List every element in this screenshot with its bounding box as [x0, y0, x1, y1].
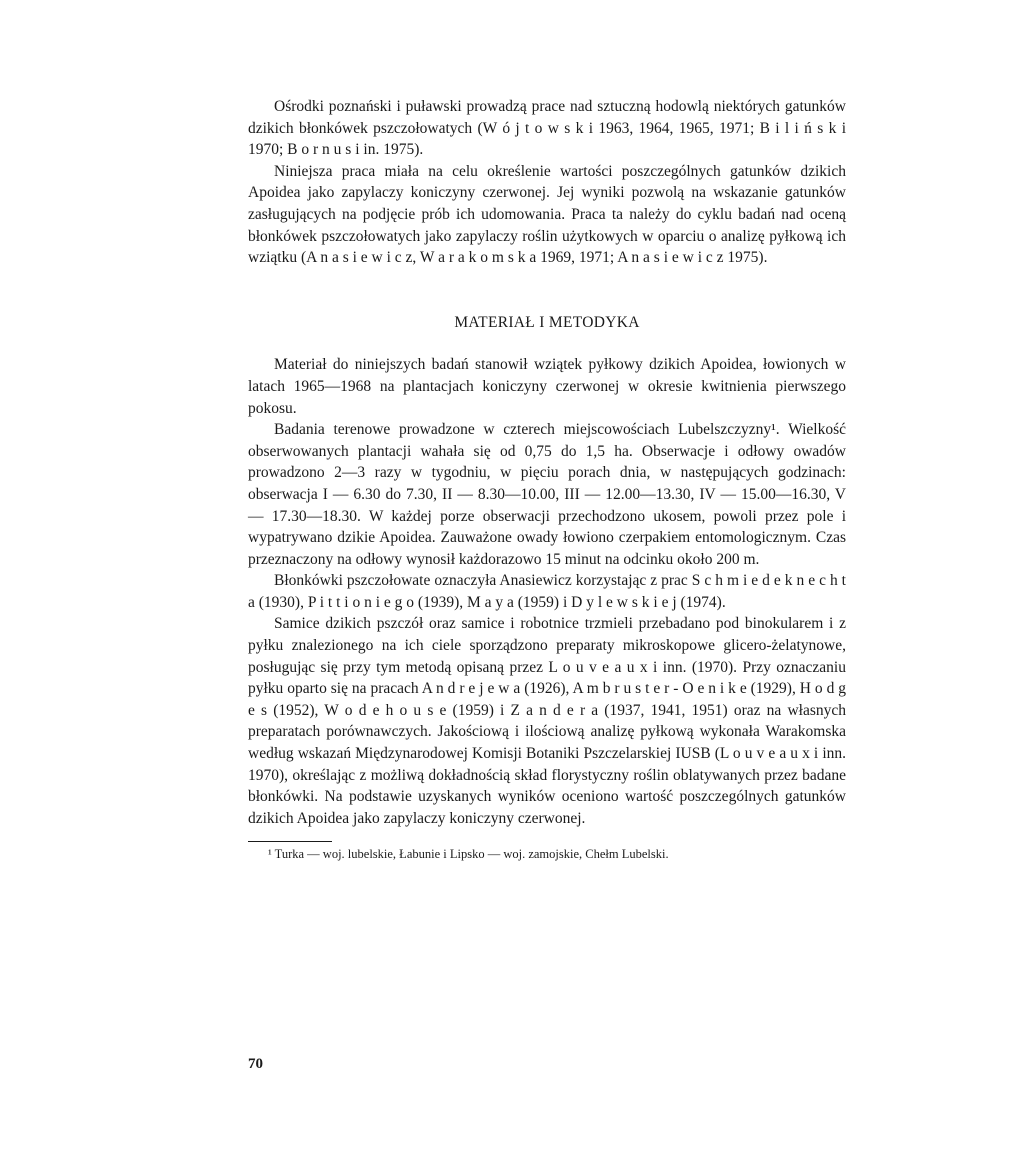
section-paragraph-4: Samice dzikich pszczół oraz samice i robotnice trzmieli przebadano pod binokularem i z pyłku znalezionego na ich ciele sporządzono preparaty mikroskopowe glicero-żelatynowe, posługując się przy tym metodą opisaną przez L o u v e a u x i inn. (1970). Przy oznaczaniu pyłku oparto się na pracach A n d r e j e w a (1926), A m b r u s t e r - O e n i k e (1929), H o d g e s (1952), W o d e h o u s e (1959) i Z a n d e r a (1937, 1941, 1951) oraz na własnych preparatach porównawczych. Jakościową i ilościową analizę pyłkową wykonała Warakomska według wskazań Międzynarodowej Komisji Botaniki Pszczelarskiej IUSB (L o u v e a u x i inn. 1970), określając z możliwą dokładnością skład florystyczny roślin oblatywanych przez badane błonkówki. Na podstawie uzyskanych wyników oceniono wartość poszczególnych gatunków dzikich Apoidea jako zapylaczy koniczyny czerwonej.: [248, 615, 846, 827]
section-heading: MATERIAŁ I METODYKA: [454, 313, 640, 331]
page-number: 70: [248, 1056, 263, 1072]
section-paragraph-3: Błonkówki pszczołowate oznaczyła Anasiewicz korzystając z prac S c h m i e d e k n e c h t a (1930), P i t t i o n i e g o (1939), M a y a (1959) i D y l e w s k i e j (1974).: [248, 572, 846, 611]
footnote: ¹ Turka — woj. lubelskie, Łabunie i Lipsko — woj. zamojskie, Chełm Lubelski.: [268, 847, 669, 862]
section-paragraph-1: Materiał do niniejszych badań stanowił wziątek pyłkowy dzikich Apoidea, łowionych w latach 1965—1968 na plantacjach koniczyny czerwonej w okresie kwitnienia pierwszego pokosu.: [248, 356, 846, 417]
text-block: [248, 96, 846, 863]
intro-paragraph-1: Ośrodki poznański i puławski prowadzą prace nad sztuczną hodowlą niektórych gatunków dzikich błonkówek pszczołowatych (W ó j t o w s k i 1963, 1964, 1965, 1971; B i l i ń s k i 1970; B o r n u s i in. 1975).: [248, 98, 846, 159]
section-paragraph-2: Badania terenowe prowadzone w czterech miejscowościach Lubelszczyzny¹. Wielkość obserwowanych plantacji wahała się od 0,75 do 1,5 ha. Obserwacje i odłowy owadów prowadzono 2—3 razy w tygodniu, w pięciu porach dnia, w następujących godzinach: obserwacja I — 6.30 do 7.30, II — 8.30—10.00, III — 12.00—13.30, IV — 15.00—16.30, V — 17.30—18.30. W każdej porze obserwacji przechodzono ukosem, powoli przez pole i wypatrywano dzikie Apoidea. Zauważone owady łowiono czerpakiem entomologicznym. Czas przeznaczony na odłowy wynosił każdorazowo 15 minut na odcinku około 200 m.: [248, 421, 846, 568]
footnote-divider: [248, 841, 332, 842]
intro-paragraph-2: Niniejsza praca miała na celu określenie wartości poszczególnych gatunków dzikich Apoidea jako zapylaczy koniczyny czerwonej. Jej wyniki pozwolą na wskazanie gatunków zasługujących na podjęcie prób ich udomowania. Praca ta należy do cyklu badań nad oceną błonkówek pszczołowatych jako zapylaczy roślin użytkowych w oparciu o analizę pyłkową ich wziątku (A n a s i e w i c z, W a r a k o m s k a 1969, 1971; A n a s i e w i c z 1975).: [248, 162, 846, 267]
